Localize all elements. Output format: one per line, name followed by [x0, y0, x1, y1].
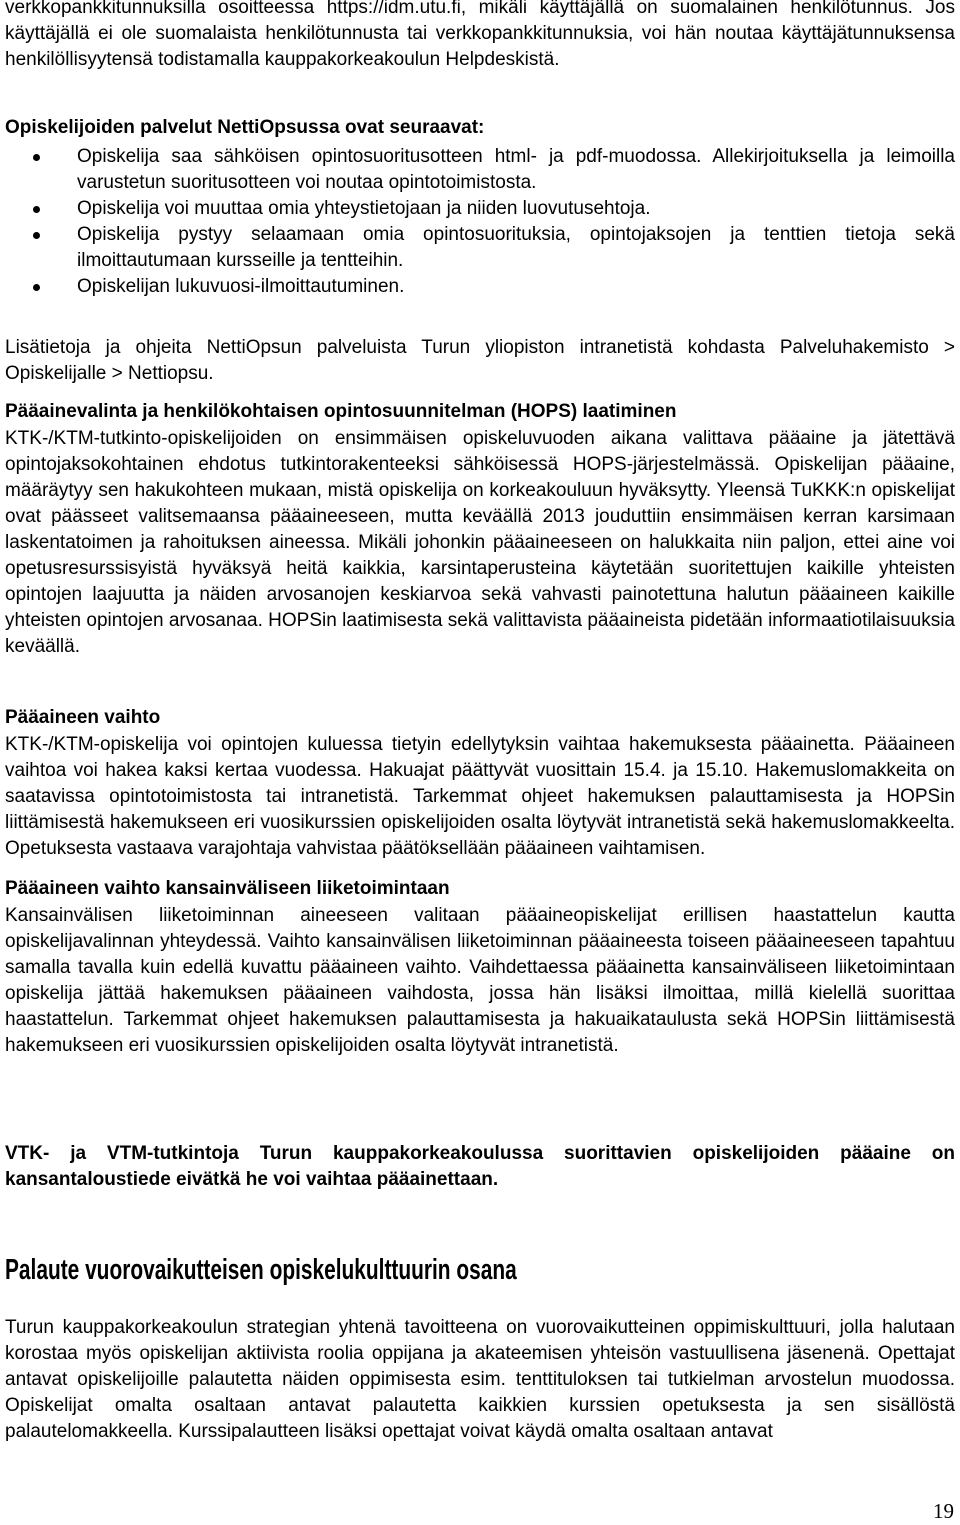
- services-list: [5, 144, 955, 300]
- major-change-heading: Pääaineen vaihto: [5, 707, 161, 728]
- feedback-paragraph: Turun kauppakorkeakoulun strategian yhtenä tavoitteena on vuorovaikutteinen oppimiskulttuuri, jolla halutaan korostaa myös opiskelijan aktiivista roolia oppijana ja akateemisen yhteisön vastuullisena jäsenenä. Opettajat antavat opiskelijoille palautetta näiden oppimisesta esim. tenttituloksen tai tutkielman arvostelun muodossa. Opiskelijat omalta osaltaan antavat palautetta kaikkien kurssien opetuksesta ja sen sisällöstä palautelomakkeella. Kurssipalautteen lisäksi opettajat voivat käydä omalta osaltaan antavat: [5, 1317, 955, 1442]
- major-selection-paragraph: KTK-/KTM-tutkinto-opiskelijoiden on ensimmäisen opiskeluvuoden aikana valittava pääaine ja jätettävä opintojaksokohtainen ehdotus tutkintorakenteeksi sähköisessä HOPS-järjestelmässä. Opiskelijan pääaine, määräytyy sen hakukohteen mukaan, mistä opiskelija on korkeakouluun hyväksytty. Yleensä TuKKK:n opiskelijat ovat päässeet valitsemaansa pääaineeseen, mutta keväällä 2013 jouduttiin ensimmäisen kerran karsimaan laskentatoimen ja rahoituksen aineessa. Mikäli johonkin pääaineeseen on halukkaita niin paljon, ettei aine voi opetusresurssisyistä hyväksyä heitä kaikkia, karsintaperusteina käytetään suoritettujen kaikille yhteisten opintojen laajuutta ja näiden arvosanojen keskiarvoa sekä vahvasti painotettuna halutun pääaineen kaikille yhteisten opintojen arvosanaa. HOPSin laatimisesta sekä valittavista pääaineista pidetään informaatiotilaisuuksia keväällä.: [5, 428, 955, 657]
- page-number: 19: [933, 1499, 954, 1523]
- vtk-note: VTK- ja VTM-tutkintoja Turun kauppakorkeakoulussa suorittavien opiskelijoiden pääaine on kansantaloustiede eivätkä he voi vaihtaa pääainettaan.: [5, 1143, 955, 1190]
- list-item: Opiskelijan lukuvuosi-ilmoittautuminen.: [5, 274, 955, 300]
- intl-change-heading: Pääaineen vaihto kansainväliseen liiketoimintaan: [5, 878, 450, 899]
- more-info-paragraph: Lisätietoja ja ohjeita NettiOpsun palveluista Turun yliopiston intranetistä kohdasta Palveluhakemisto > Opiskelijalle > Nettiopsu.: [5, 337, 955, 384]
- feedback-heading: Palaute vuorovaikutteisen opiskelukulttuurin osana: [5, 1254, 517, 1286]
- major-change-paragraph: KTK-/KTM-opiskelija voi opintojen kuluessa tietyin edellytyksin vaihtaa hakemuksesta pääainetta. Pääaineen vaihtoa voi hakea kaksi kertaa vuodessa. Hakuajat päättyvät vuosittain 15.4. ja 15.10. Hakemuslomakkeita on saatavissa opintotoimistosta tai intranetistä. Tarkemmat ohjeet hakemuksen palauttamisesta ja HOPSin liittämisestä hakemukseen eri vuosikurssien opiskelijoiden osalta löytyvät intranetistä sekä hakemuslomakkeelta. Opetuksesta vastaava varajohtaja vahvistaa päätöksellään pääaineen vaihtamisen.: [5, 734, 955, 859]
- services-heading: Opiskelijoiden palvelut NettiOpsussa ovat seuraavat:: [5, 117, 485, 138]
- list-item: Opiskelija saa sähköisen opintosuoritusotteen html- ja pdf-muodossa. Allekirjoituksella ja leimoilla varustetun suoritusotteen voi noutaa opintotoimistosta.: [5, 144, 955, 196]
- list-item: Opiskelija pystyy selaamaan omia opintosuorituksia, opintojaksojen ja tenttien tietoja sekä ilmoittautumaan kursseille ja tentteihin.: [5, 222, 955, 274]
- major-selection-heading: Pääainevalinta ja henkilökohtaisen opintosuunnitelman (HOPS) laatiminen: [5, 401, 677, 422]
- list-item: Opiskelija voi muuttaa omia yhteystietojaan ja niiden luovutusehtoja.: [5, 196, 955, 222]
- intro-paragraph: verkkopankkitunnuksilla osoitteessa https://idm.utu.fi, mikäli käyttäjällä on suomalainen henkilötunnus. Jos käyttäjällä ei ole suomalaista henkilötunnusta tai verkkopankkitunnuksia, voi hän noutaa käyttäjätunnuksensa henkilöllisyytensä todistamalla kauppakorkeakoulun Helpdeskistä.: [5, 0, 955, 70]
- intl-change-paragraph: Kansainvälisen liiketoiminnan aineeseen valitaan pääaineopiskelijat erillisen haastattelun kautta opiskelijavalinnan yhteydessä. Vaihto kansainvälisen liiketoiminnan pääaineesta toiseen pääaineeseen tapahtuu samalla tavalla kuin edellä kuvattu pääaineen vaihto. Vaihdettaessa pääainetta kansainväliseen liiketoimintaan opiskelija jättää hakemuksen pääaineen vaihdosta, jossa hän lisäksi ilmoittaa, millä kielellä suorittaa haastattelun. Tarkemmat ohjeet hakemuksen palauttamisesta ja hakuaikataulusta sekä HOPSin liittämisestä hakemukseen eri vuosikurssien opiskelijoiden osalta löytyvät intranetistä.: [5, 905, 955, 1056]
